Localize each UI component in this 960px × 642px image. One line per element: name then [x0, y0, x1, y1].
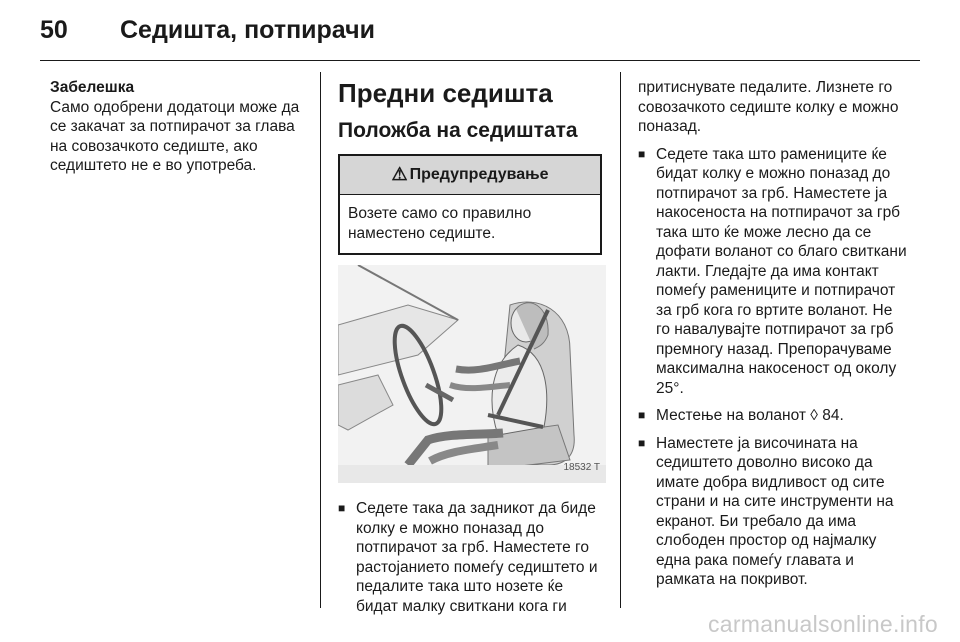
list-item: ■ Наместете ја височината на седиштето доволно високо да имате добра видливост од сите страни и на сите инструменти на екранот. Би требало да има слободен простор од најмалку една рака помеѓу главата и рамката на покривот. [638, 434, 910, 590]
warning-triangle-icon: ⚠ [391, 164, 408, 185]
continuation-text: притиснувате педалите. Лизнете го совозачкото седиште колку е можно поназад. [638, 79, 899, 135]
list-item: ■ Местење на воланот ◊ 84. [638, 406, 910, 426]
page-number: 50 [40, 16, 68, 44]
bullet-list-right [638, 145, 910, 590]
driver-seat-drawing [338, 265, 606, 483]
figure-code: 18532 T [563, 461, 600, 473]
warning-title: Предупредување [409, 166, 549, 184]
note-title: Забелешка [50, 79, 135, 96]
list-item: ■ Седете така да задникот да биде колку е можно поназад до потпирачот за грб. Наместете го растојанието помеѓу седиштето и педалите така што нозете ќе бидат малку свиткани кога ги [338, 499, 608, 616]
column-divider-2 [620, 72, 621, 608]
list-item: ■ Седете така што рамениците ќе бидат колку е можно поназад до потпирачот за грб. Наместете ја накосеноста на потпирачот за грб така што ќе може лесно да се дофати воланот со благо свиткани лакти. Гледајте да има контакт помеѓу рамениците и потпирачот за грб кога го вртите воланот. Не го навалувајте потпирачот за грб премногу назад. Препорачуваме максимална накосеност од околу 25°. [638, 145, 910, 399]
page-header [0, 0, 960, 60]
seat-position-illustration [338, 265, 606, 483]
warning-header [340, 156, 600, 195]
column-right [638, 78, 910, 598]
section-subheading: Положба на седиштата [338, 119, 578, 142]
column-divider-1 [320, 72, 321, 608]
column-left [50, 78, 312, 176]
note-text: Само одобрени додатоци може да се закачат за потпирачот за глава на совозачкото седиште, ако седиштето не е во употреба. [50, 98, 300, 174]
column-middle [338, 78, 608, 624]
running-title: Седишта, потпирачи [120, 16, 375, 44]
warning-text: Возете само со правилно наместено седиште. [348, 205, 532, 242]
bullet-list-middle [338, 499, 608, 616]
section-heading: Предни седишта [338, 78, 553, 108]
warning-box [338, 154, 602, 255]
watermark: carmanualsonline.info [707, 611, 938, 637]
header-rule [40, 60, 920, 61]
